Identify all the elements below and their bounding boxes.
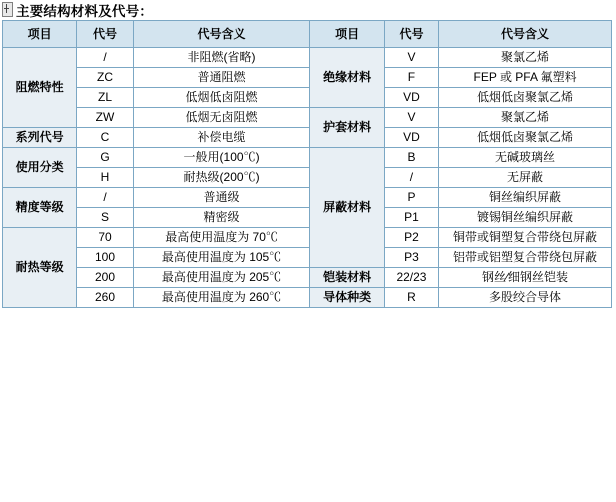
table-row — [3, 128, 612, 148]
code-cell: 200 — [77, 268, 133, 288]
code-cell: 260 — [77, 288, 133, 308]
code-cell: VD — [384, 88, 438, 108]
column-header: 代号 — [384, 21, 438, 48]
meaning-cell: 无碱玻璃丝 — [439, 148, 612, 168]
table-row — [3, 188, 612, 208]
meaning-cell: 铜丝编织屏蔽 — [439, 188, 612, 208]
meaning-cell: 铜带或铜塑复合带绕包屏蔽 — [439, 228, 612, 248]
code-cell: VD — [384, 128, 438, 148]
code-cell: C — [77, 128, 133, 148]
code-cell: / — [77, 188, 133, 208]
category-cell: 绝缘材料 — [310, 48, 384, 108]
category-cell: 耐热等级 — [3, 228, 77, 308]
meaning-cell: 聚氯乙烯 — [439, 108, 612, 128]
category-cell: 屏蔽材料 — [310, 148, 384, 268]
table-row — [3, 268, 612, 288]
meaning-cell: 最高使用温度为 260℃ — [133, 288, 310, 308]
category-cell: 精度等级 — [3, 188, 77, 228]
table-row — [3, 168, 612, 188]
code-cell: / — [77, 48, 133, 68]
meaning-cell: 低烟无卤阻燃 — [133, 108, 310, 128]
category-cell: 使用分类 — [3, 148, 77, 188]
table-row — [3, 288, 612, 308]
code-cell: 100 — [77, 248, 133, 268]
meaning-cell: 镀锡铜丝编织屏蔽 — [439, 208, 612, 228]
code-cell: H — [77, 168, 133, 188]
meaning-cell: 最高使用温度为 205℃ — [133, 268, 310, 288]
category-cell: 铠装材料 — [310, 268, 384, 288]
meaning-cell: 多股绞合导体 — [439, 288, 612, 308]
code-cell: R — [384, 288, 438, 308]
meaning-cell: 普通级 — [133, 188, 310, 208]
column-header: 代号含义 — [133, 21, 310, 48]
meaning-cell: 一般用(100℃) — [133, 148, 310, 168]
meaning-cell: 耐热级(200℃) — [133, 168, 310, 188]
meaning-cell: 最高使用温度为 70℃ — [133, 228, 310, 248]
table-row — [3, 208, 612, 228]
bullet-marker-icon — [2, 2, 13, 17]
meaning-cell: 补偿电缆 — [133, 128, 310, 148]
table-header-row — [3, 21, 612, 48]
table-row — [3, 68, 612, 88]
category-cell: 导体种类 — [310, 288, 384, 308]
code-cell: V — [384, 48, 438, 68]
code-cell: P2 — [384, 228, 438, 248]
code-cell: P3 — [384, 248, 438, 268]
code-cell: S — [77, 208, 133, 228]
code-cell: F — [384, 68, 438, 88]
column-header: 代号含义 — [439, 21, 612, 48]
title-row — [0, 0, 616, 20]
meaning-cell: 铝带或铝塑复合带绕包屏蔽 — [439, 248, 612, 268]
page-title: 主要结构材料及代号： — [16, 3, 153, 19]
column-header: 代号 — [77, 21, 133, 48]
table-row — [3, 248, 612, 268]
code-cell: B — [384, 148, 438, 168]
code-cell: V — [384, 108, 438, 128]
category-cell: 系列代号 — [3, 128, 77, 148]
code-cell: ZL — [77, 88, 133, 108]
meaning-cell: 低烟低卤阻燃 — [133, 88, 310, 108]
code-cell: 70 — [77, 228, 133, 248]
meaning-cell: 精密级 — [133, 208, 310, 228]
code-cell: P1 — [384, 208, 438, 228]
table-row — [3, 228, 612, 248]
code-cell: ZW — [77, 108, 133, 128]
meaning-cell: 最高使用温度为 105℃ — [133, 248, 310, 268]
meaning-cell: 低烟低卤聚氯乙烯 — [439, 128, 612, 148]
meaning-cell: FEP 或 PFA 氟塑料 — [439, 68, 612, 88]
code-cell: 22/23 — [384, 268, 438, 288]
table-row — [3, 48, 612, 68]
meaning-cell: 普通阻燃 — [133, 68, 310, 88]
meaning-cell: 无屏蔽 — [439, 168, 612, 188]
table-row — [3, 148, 612, 168]
table-row — [3, 88, 612, 108]
meaning-cell: 聚氯乙烯 — [439, 48, 612, 68]
code-cell: P — [384, 188, 438, 208]
category-cell: 护套材料 — [310, 108, 384, 148]
column-header: 项目 — [310, 21, 384, 48]
code-cell: / — [384, 168, 438, 188]
category-cell: 阻燃特性 — [3, 48, 77, 128]
column-header: 项目 — [3, 21, 77, 48]
spec-table — [2, 20, 612, 308]
table-row — [3, 108, 612, 128]
code-cell: ZC — [77, 68, 133, 88]
meaning-cell: 低烟低卤聚氯乙烯 — [439, 88, 612, 108]
meaning-cell: 非阻燃(省略) — [133, 48, 310, 68]
code-cell: G — [77, 148, 133, 168]
meaning-cell: 钢丝∕细钢丝铠装 — [439, 268, 612, 288]
